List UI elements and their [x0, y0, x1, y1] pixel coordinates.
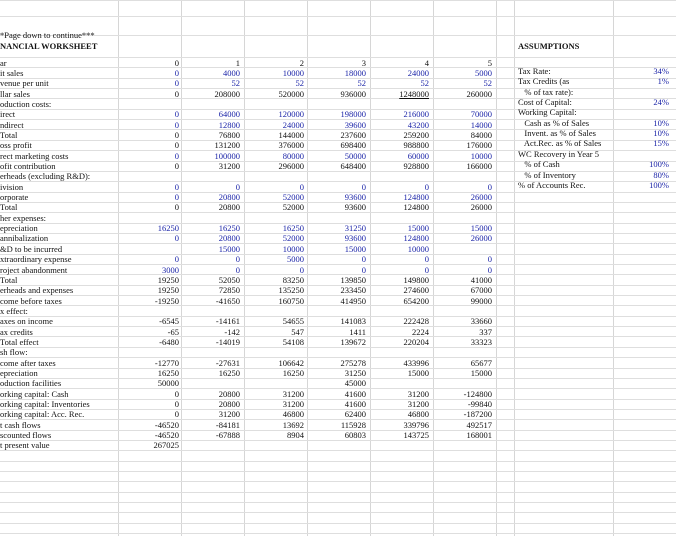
row-label: her expenses:	[0, 212, 47, 223]
row-label: epreciation	[0, 223, 38, 234]
table-cell[interactable]: 0	[174, 119, 179, 130]
table-cell[interactable]: 0	[235, 264, 240, 275]
assumption-label: Tax Rate:	[518, 66, 551, 76]
table-cell[interactable]: 296000	[278, 161, 304, 171]
table-cell[interactable]: 220204	[403, 336, 429, 347]
table-cell[interactable]: 31200	[282, 388, 304, 399]
table-cell[interactable]: 0	[424, 254, 429, 265]
table-cell[interactable]: 928800	[403, 161, 429, 171]
table-cell[interactable]: -187200	[463, 409, 492, 420]
table-cell[interactable]: 10000	[407, 243, 429, 254]
table-cell[interactable]: 54108	[282, 336, 304, 347]
table-cell[interactable]: 0	[299, 264, 304, 275]
grid-row-line	[0, 512, 676, 513]
table-cell[interactable]: 0	[174, 57, 179, 68]
table-cell[interactable]: 143725	[403, 430, 429, 441]
table-cell[interactable]: 0	[235, 181, 240, 192]
table-cell[interactable]: 166000	[466, 161, 492, 171]
row-label: oduction facilities	[0, 378, 62, 389]
table-cell[interactable]: 93600	[344, 202, 366, 213]
table-cell[interactable]: 5000	[475, 67, 492, 78]
table-cell[interactable]: 31250	[344, 368, 366, 378]
table-cell[interactable]: 0	[361, 181, 366, 192]
grid-col-line	[514, 0, 515, 536]
row-label: ofit contribution	[0, 161, 56, 171]
table-cell[interactable]: 16250	[157, 368, 179, 378]
table-cell[interactable]: 0	[174, 388, 179, 399]
table-cell[interactable]: 106642	[278, 357, 304, 368]
row-label: come before taxes	[0, 295, 62, 306]
table-cell[interactable]: -14019	[215, 336, 240, 347]
table-cell[interactable]: 120000	[278, 109, 304, 120]
row-label: Total	[0, 129, 18, 140]
row-label: Total	[0, 202, 18, 213]
table-cell[interactable]: 168001	[466, 430, 492, 441]
assumptions-title: ASSUMPTIONS	[518, 41, 580, 51]
table-cell[interactable]: 13692	[282, 419, 304, 430]
row-label: come after taxes	[0, 357, 56, 368]
grid-row-line	[0, 533, 676, 534]
table-cell[interactable]: 2224	[412, 326, 429, 337]
table-cell[interactable]: 16250	[282, 223, 304, 234]
table-cell[interactable]: -19250	[154, 295, 179, 306]
table-cell[interactable]: 492517	[466, 419, 492, 430]
row-label: Total	[0, 274, 18, 285]
table-cell[interactable]: 0	[174, 192, 179, 203]
table-cell[interactable]: 54655	[282, 316, 304, 327]
assumption-label: Tax Credits (as	[518, 76, 570, 87]
table-cell[interactable]: 0	[487, 254, 492, 265]
table-cell[interactable]: 0	[361, 254, 366, 265]
table-cell[interactable]: 46800	[407, 409, 429, 420]
table-cell[interactable]: -142	[224, 326, 240, 337]
table-cell[interactable]: 15000	[218, 243, 240, 254]
table-cell[interactable]: 20800	[218, 233, 240, 244]
row-label: erheads and expenses	[0, 285, 74, 296]
table-cell[interactable]: 0	[174, 88, 179, 99]
table-cell[interactable]: 31200	[218, 161, 240, 171]
table-cell[interactable]: 99000	[470, 295, 492, 306]
row-label: venue per unit	[0, 78, 49, 89]
table-cell[interactable]: 31200	[282, 399, 304, 410]
table-cell[interactable]: 15000	[470, 368, 492, 378]
table-cell[interactable]: 20800	[218, 388, 240, 399]
table-cell[interactable]: 31200	[407, 388, 429, 399]
table-cell[interactable]: 654200	[403, 295, 429, 306]
table-cell[interactable]: 84000	[470, 129, 492, 140]
table-cell[interactable]: 0	[174, 233, 179, 244]
table-cell[interactable]: 93600	[344, 192, 366, 203]
table-cell[interactable]: -46520	[154, 419, 179, 430]
table-cell[interactable]: 135250	[278, 285, 304, 296]
row-label: ndirect	[0, 119, 24, 130]
table-cell[interactable]: 52000	[282, 192, 304, 203]
table-cell[interactable]: 0	[424, 264, 429, 275]
table-cell[interactable]: 0	[174, 409, 179, 420]
table-cell[interactable]: 45000	[344, 378, 366, 389]
assumption-value[interactable]: 24%	[653, 97, 669, 108]
row-label: irect	[0, 109, 16, 120]
table-cell[interactable]: 5	[487, 57, 492, 68]
table-cell[interactable]: 16250	[218, 223, 240, 234]
table-cell[interactable]: 0	[174, 78, 179, 89]
table-cell[interactable]: 1411	[349, 326, 366, 337]
table-cell[interactable]: 52000	[282, 202, 304, 213]
table-cell[interactable]: 41000	[470, 274, 492, 285]
row-label: ivision	[0, 181, 24, 192]
table-cell[interactable]: 2	[299, 57, 304, 68]
table-cell[interactable]: 0	[299, 181, 304, 192]
table-cell[interactable]: 259200	[403, 129, 429, 140]
table-cell[interactable]: 124800	[403, 233, 429, 244]
table-cell[interactable]: 50000	[344, 150, 366, 161]
table-cell[interactable]: 65677	[470, 357, 492, 368]
row-label: llar sales	[0, 88, 30, 99]
assumption-label: Cash as % of Sales	[518, 117, 590, 128]
table-cell[interactable]: 139672	[340, 336, 366, 347]
table-cell[interactable]: 33660	[470, 316, 492, 327]
assumption-label: % of Accounts Rec.	[518, 179, 586, 190]
table-cell[interactable]: 46800	[282, 409, 304, 420]
table-cell[interactable]: -46520	[154, 430, 179, 441]
table-cell[interactable]: 26000	[470, 192, 492, 203]
assumption-value[interactable]: 15%	[653, 138, 669, 149]
table-cell[interactable]: 10000	[282, 67, 304, 78]
row-label: ar	[0, 57, 7, 68]
table-cell[interactable]: 80000	[282, 150, 304, 161]
table-cell[interactable]: 18000	[344, 67, 366, 78]
worksheet-title: NANCIAL WORKSHEET	[0, 41, 98, 51]
table-cell[interactable]: 43200	[407, 119, 429, 130]
table-cell[interactable]: 31200	[218, 409, 240, 420]
table-cell[interactable]: 52	[357, 78, 366, 89]
table-cell[interactable]: 648400	[340, 161, 366, 171]
table-cell[interactable]: 0	[174, 109, 179, 120]
table-cell[interactable]: 64000	[218, 109, 240, 120]
table-cell[interactable]: 339796	[403, 419, 429, 430]
table-cell[interactable]: 433996	[403, 357, 429, 368]
table-cell[interactable]: 233450	[340, 285, 366, 296]
table-cell[interactable]: 20800	[218, 192, 240, 203]
grid-row-line	[0, 471, 676, 472]
assumption-value[interactable]: 100%	[649, 179, 669, 190]
table-cell[interactable]: 26000	[470, 233, 492, 244]
table-cell[interactable]: 0	[235, 254, 240, 265]
row-label: xtraordinary expense	[0, 254, 72, 265]
table-cell[interactable]: 139850	[340, 274, 366, 285]
row-label: scounted flows	[0, 430, 52, 441]
table-cell[interactable]: 15000	[344, 243, 366, 254]
table-cell[interactable]: 52	[420, 78, 429, 89]
table-cell[interactable]: -41650	[215, 295, 240, 306]
row-label: axes on income	[0, 316, 53, 327]
table-cell[interactable]: 4	[424, 57, 429, 68]
table-cell[interactable]: 16250	[157, 223, 179, 234]
table-cell[interactable]: 698400	[340, 140, 366, 151]
table-cell[interactable]: 208000	[214, 88, 240, 99]
table-cell[interactable]: 274600	[403, 285, 429, 296]
table-cell[interactable]: 160750	[278, 295, 304, 306]
table-cell[interactable]: 31250	[344, 223, 366, 234]
table-cell[interactable]: 547	[291, 326, 304, 337]
table-cell[interactable]: 52050	[218, 274, 240, 285]
table-cell[interactable]: -84181	[215, 419, 240, 430]
row-label: ax credits	[0, 326, 33, 337]
table-cell[interactable]: 16250	[218, 368, 240, 378]
table-cell[interactable]: 3	[361, 57, 366, 68]
table-cell[interactable]: 0	[487, 264, 492, 275]
table-cell[interactable]: 0	[174, 254, 179, 265]
table-cell[interactable]: -67888	[215, 430, 240, 441]
table-cell[interactable]: 15000	[407, 223, 429, 234]
table-cell[interactable]: 222428	[403, 316, 429, 327]
table-cell[interactable]: 198000	[340, 109, 366, 120]
row-label: orporate	[0, 192, 29, 203]
table-cell[interactable]: 8904	[287, 430, 304, 441]
table-cell[interactable]: 0	[174, 67, 179, 78]
table-cell[interactable]: -27631	[215, 357, 240, 368]
row-label: sh flow:	[0, 347, 28, 358]
row-label: &D to be incurred	[0, 243, 63, 254]
table-cell[interactable]: -14161	[215, 316, 240, 327]
assumption-label: % of Inventory	[518, 169, 576, 180]
table-cell[interactable]: 216000	[403, 109, 429, 120]
row-label: orking capital: Acc. Rec.	[0, 409, 85, 420]
table-cell[interactable]: 131200	[214, 140, 240, 151]
row-label: Total effect	[0, 336, 39, 347]
table-cell[interactable]: 33323	[470, 336, 492, 347]
table-cell[interactable]: 0	[174, 140, 179, 151]
row-label: annibalization	[0, 233, 49, 244]
table-cell[interactable]: 414950	[340, 295, 366, 306]
table-cell[interactable]: 12800	[218, 119, 240, 130]
table-cell[interactable]: 14000	[470, 119, 492, 130]
table-cell[interactable]: 176000	[466, 140, 492, 151]
table-cell[interactable]: -6480	[159, 336, 179, 347]
table-cell[interactable]: 10000	[282, 243, 304, 254]
table-cell[interactable]: 0	[174, 150, 179, 161]
row-label: oss profit	[0, 140, 32, 151]
table-cell[interactable]: 0	[174, 129, 179, 140]
grid-col-line	[496, 0, 497, 536]
table-cell[interactable]: 144000	[278, 129, 304, 140]
table-cell[interactable]: 10000	[470, 150, 492, 161]
table-cell[interactable]: 100000	[214, 150, 240, 161]
table-cell[interactable]: 24000	[282, 119, 304, 130]
table-cell[interactable]: 93600	[344, 233, 366, 244]
grid-row-line	[0, 0, 676, 1]
row-label: t present value	[0, 440, 50, 451]
table-cell[interactable]: 76800	[218, 129, 240, 140]
table-cell[interactable]: 72850	[218, 285, 240, 296]
page-note: *Page down to continue***	[0, 30, 95, 40]
table-cell[interactable]: 0	[174, 161, 179, 171]
assumption-label: Act.Rec. as % of Sales	[518, 138, 602, 149]
table-cell[interactable]: -99840	[467, 399, 492, 410]
table-cell[interactable]: 67000	[470, 285, 492, 296]
table-cell[interactable]: 31200	[407, 399, 429, 410]
assumption-label: % of tax rate):	[518, 86, 574, 97]
table-cell[interactable]: 141083	[340, 316, 366, 327]
table-cell[interactable]: 3000	[162, 264, 179, 275]
table-cell[interactable]: 275278	[340, 357, 366, 368]
table-cell[interactable]: 83250	[282, 274, 304, 285]
row-label: erheads (excluding R&D):	[0, 171, 91, 182]
row-label: epreciation	[0, 368, 38, 378]
table-cell[interactable]: 52000	[282, 233, 304, 244]
row-label: orking capital: Inventories	[0, 399, 90, 410]
table-cell[interactable]: 70000	[470, 109, 492, 120]
table-cell[interactable]: 1248000	[399, 88, 429, 99]
table-cell[interactable]: 0	[174, 181, 179, 192]
table-cell[interactable]: 5000	[287, 254, 304, 265]
table-cell[interactable]: 50000	[157, 378, 179, 389]
table-cell[interactable]: 41600	[344, 388, 366, 399]
table-cell[interactable]: 15000	[470, 223, 492, 234]
grid-row-line	[0, 16, 676, 17]
assumption-value[interactable]: 80%	[653, 169, 669, 180]
assumption-value[interactable]: 1%	[657, 76, 669, 87]
grid-row-line	[0, 481, 676, 482]
table-cell[interactable]: 52	[483, 78, 492, 89]
table-cell[interactable]: 0	[487, 181, 492, 192]
assumption-value[interactable]: 10%	[653, 128, 669, 139]
table-cell[interactable]: 24000	[407, 67, 429, 78]
row-label: x effect:	[0, 305, 28, 316]
table-cell[interactable]: 19250	[157, 285, 179, 296]
table-cell[interactable]: 237600	[340, 129, 366, 140]
table-cell[interactable]: 0	[361, 264, 366, 275]
grid-row-line	[0, 461, 676, 462]
table-cell[interactable]: 0	[174, 202, 179, 213]
table-cell[interactable]: 62400	[344, 409, 366, 420]
table-cell[interactable]: 0	[424, 181, 429, 192]
row-label: it sales	[0, 67, 24, 78]
table-cell[interactable]: 52	[231, 78, 240, 89]
table-cell[interactable]: -65	[167, 326, 179, 337]
assumption-label: Cost of Capital:	[518, 97, 572, 108]
assumption-label: WC Recovery in Year 5	[518, 148, 599, 159]
row-label: orking capital: Cash	[0, 388, 69, 399]
assumption-value[interactable]: 10%	[653, 117, 669, 128]
table-cell[interactable]: 988800	[403, 140, 429, 151]
grid-row-line	[0, 523, 676, 524]
table-cell[interactable]: 41600	[344, 399, 366, 410]
assumption-label: % of Cash	[518, 159, 560, 170]
table-cell[interactable]: 1	[235, 57, 240, 68]
table-cell[interactable]: 39600	[344, 119, 366, 130]
assumption-value[interactable]: 34%	[653, 66, 669, 76]
table-cell[interactable]: 124800	[403, 192, 429, 203]
table-cell[interactable]: 115928	[340, 419, 366, 430]
table-cell[interactable]: 0	[174, 399, 179, 410]
table-cell[interactable]: 376000	[278, 140, 304, 151]
assumption-value[interactable]: 100%	[649, 159, 669, 170]
assumption-label: Working Capital:	[518, 107, 577, 118]
table-cell[interactable]: 4000	[223, 67, 240, 78]
table-cell[interactable]: 260000	[466, 88, 492, 99]
table-cell[interactable]: 20800	[218, 202, 240, 213]
table-cell[interactable]: 60803	[344, 430, 366, 441]
table-cell[interactable]: -12770	[154, 357, 179, 368]
table-cell[interactable]: 149800	[403, 274, 429, 285]
table-cell[interactable]: -6545	[159, 316, 179, 327]
table-cell[interactable]: 124800	[403, 202, 429, 213]
table-cell[interactable]: 936000	[340, 88, 366, 99]
row-label: roject abandonment	[0, 264, 68, 275]
table-cell[interactable]: -124800	[463, 388, 492, 399]
row-label: oduction costs:	[0, 98, 52, 109]
grid-row-line	[0, 502, 676, 503]
table-cell[interactable]: 520000	[278, 88, 304, 99]
table-cell[interactable]: 26000	[470, 202, 492, 213]
row-label: rect marketing costs	[0, 150, 69, 161]
row-label: t cash flows	[0, 419, 41, 430]
grid-row-line	[0, 492, 676, 493]
table-cell[interactable]: 16250	[282, 368, 304, 378]
table-cell[interactable]: 52	[295, 78, 304, 89]
table-cell[interactable]: 19250	[157, 274, 179, 285]
table-cell[interactable]: 20800	[218, 399, 240, 410]
table-cell[interactable]: 15000	[407, 368, 429, 378]
table-cell[interactable]: 60000	[407, 150, 429, 161]
table-cell[interactable]: 337	[479, 326, 492, 337]
table-cell[interactable]: 267025	[153, 440, 179, 451]
assumption-label: Invent. as % of Sales	[518, 128, 596, 139]
